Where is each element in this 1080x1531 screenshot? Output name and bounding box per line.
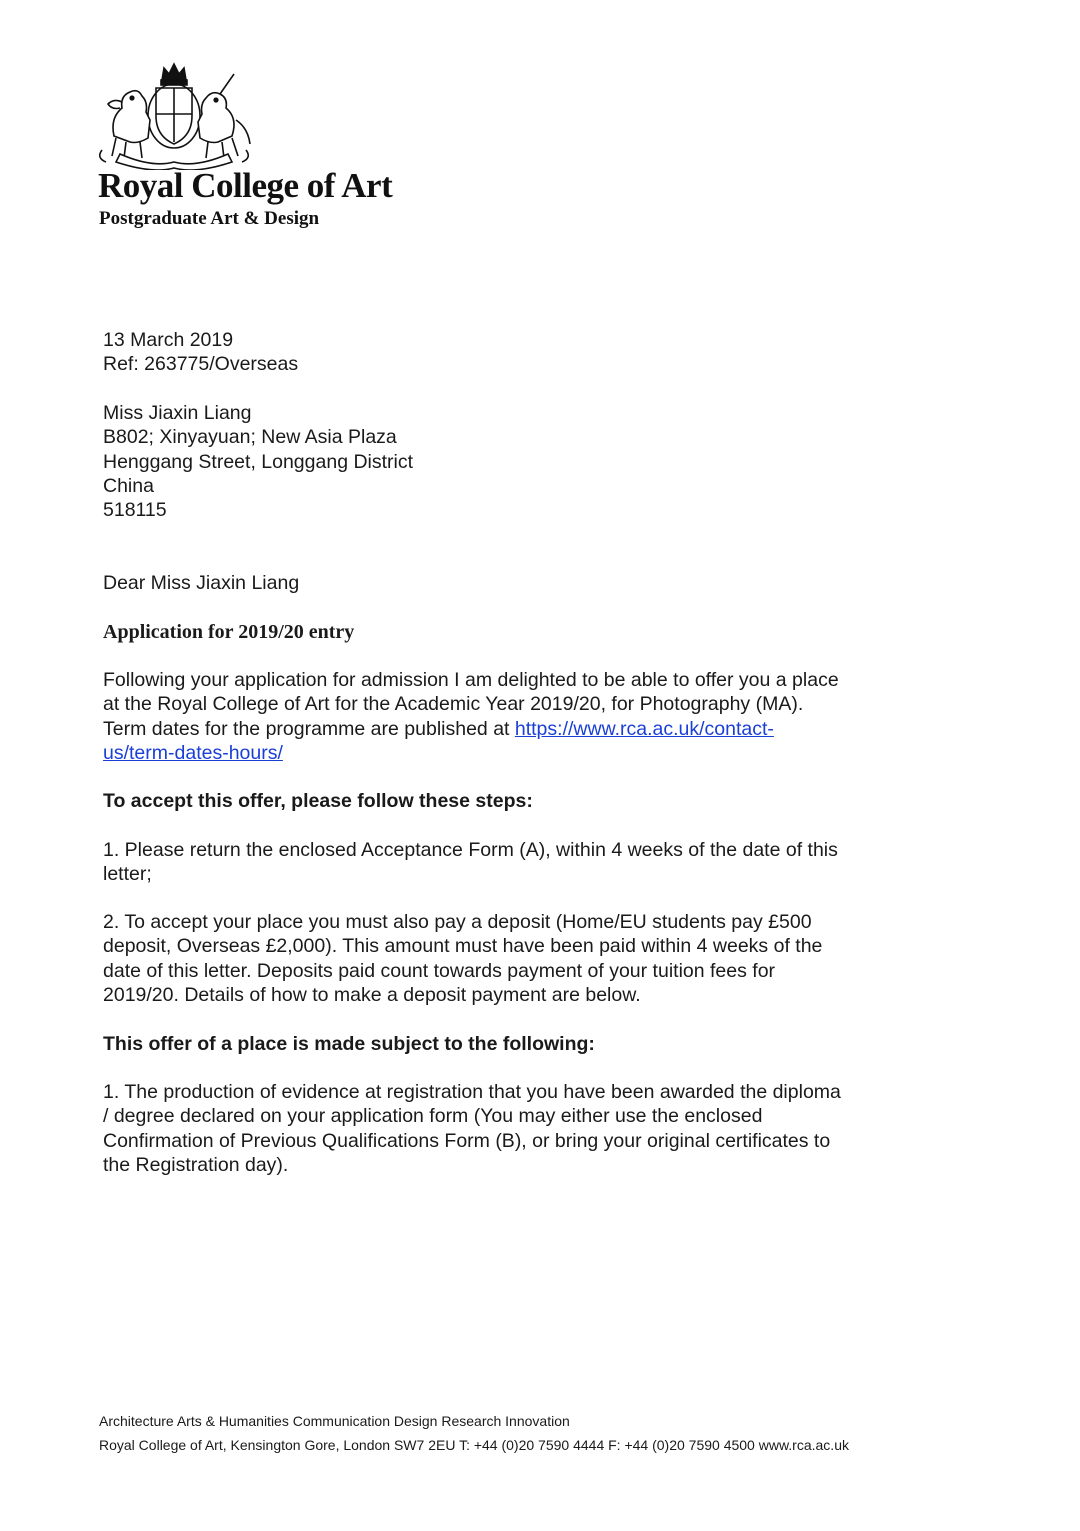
- intro-line-text: Term dates for the programme are published at: [103, 717, 515, 740]
- footer-contact: Royal College of Art, Kensington Gore, London SW7 2EU T: +44 (0)20 7590 4444 F: +44 (0)20 7590 4500 www.rca.ac.uk: [99, 1437, 849, 1453]
- step-line: deposit, Overseas £2,000). This amount must have been paid within 4 weeks of the: [103, 935, 823, 958]
- intro-paragraph: [103, 668, 839, 765]
- conditions-heading: This offer of a place is made subject to the following:: [103, 1033, 595, 1055]
- step-1: [103, 838, 838, 887]
- condition-1: [103, 1080, 841, 1177]
- steps-heading: To accept this offer, please follow these steps:: [103, 790, 533, 812]
- step-2: [103, 910, 822, 1007]
- intro-line: at the Royal College of Art for the Academic Year 2019/20, for Photography (MA).: [103, 693, 804, 716]
- address-postcode: 518115: [103, 499, 167, 522]
- condition-line: 1. The production of evidence at registration that you have been awarded the diploma: [103, 1081, 841, 1103]
- step-line: 1. Please return the enclosed Acceptance Form (A), within 4 weeks of the date of this: [103, 839, 838, 861]
- intro-line: [103, 741, 839, 765]
- condition-line: / degree declared on your application form (You may either use the enclosed: [103, 1105, 763, 1128]
- step-line: 2. To accept your place you must also pay a deposit (Home/EU students pay £500: [103, 911, 812, 933]
- letter-heading: Application for 2019/20 entry: [103, 621, 355, 643]
- term-dates-link-continued[interactable]: us/term-dates-hours/: [103, 741, 283, 764]
- recipient-name: Miss Jiaxin Liang: [103, 402, 252, 424]
- intro-line: Following your application for admission I am delighted to be able to offer you a place: [103, 669, 839, 691]
- letter-date: 13 March 2019: [103, 329, 234, 351]
- footer-schools: Architecture Arts & Humanities Communication Design Research Innovation: [99, 1413, 570, 1429]
- address-line-1: B802; Xinyayuan; New Asia Plaza: [103, 426, 397, 449]
- intro-line: [103, 717, 839, 741]
- term-dates-link[interactable]: https://www.rca.ac.uk/contact-: [514, 717, 774, 740]
- condition-line: Confirmation of Previous Qualifications Form (B), or bring your original certificates to: [103, 1129, 831, 1152]
- condition-line: the Registration day).: [103, 1153, 289, 1176]
- institution-name: Royal College of Art: [98, 166, 393, 205]
- step-line: 2019/20. Details of how to make a deposit payment are below.: [103, 983, 641, 1006]
- reference-number: Ref: 263775/Overseas: [103, 353, 299, 376]
- salutation: Dear Miss Jiaxin Liang: [103, 572, 300, 594]
- step-line: letter;: [103, 863, 152, 886]
- date-ref-block: [103, 328, 298, 377]
- address-country: China: [103, 474, 154, 497]
- recipient-address: [103, 401, 413, 522]
- institution-subtitle: Postgraduate Art & Design: [99, 208, 320, 229]
- address-line-2: Henggang Street, Longgang District: [103, 450, 414, 473]
- step-line: date of this letter. Deposits paid count towards payment of your tuition fees for: [103, 959, 776, 982]
- royal-coat-of-arms-icon: [92, 58, 256, 170]
